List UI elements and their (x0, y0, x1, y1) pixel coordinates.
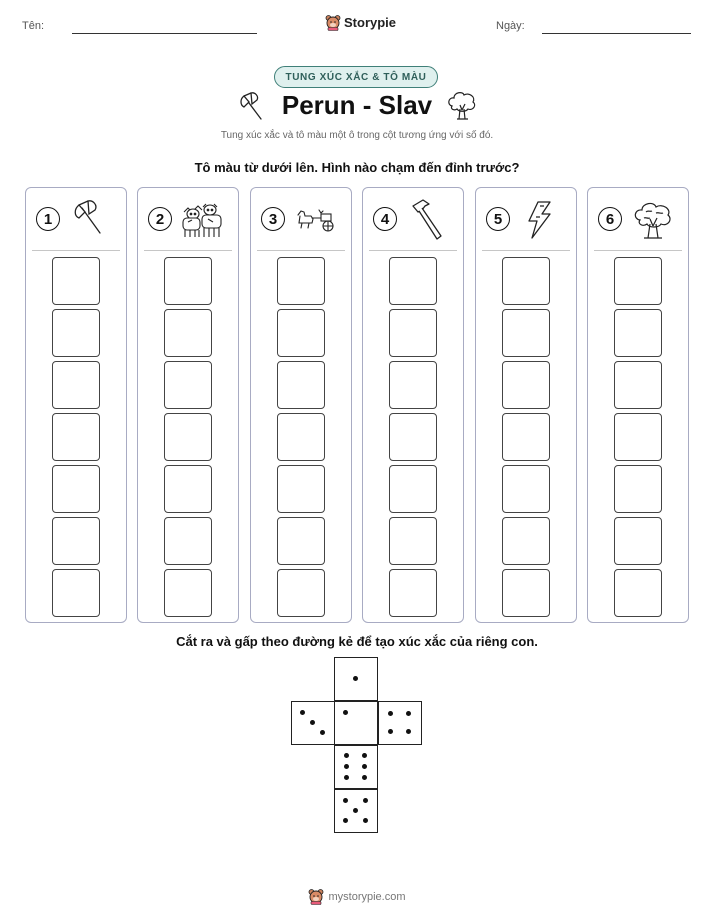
brand-name: Storypie (344, 15, 397, 30)
date-line[interactable] (542, 33, 691, 34)
pip (310, 720, 315, 725)
pip (362, 753, 367, 758)
activity-badge: TUNG XÚC XẮC & TÔ MÀU (274, 66, 438, 88)
column-number: 1 (36, 207, 60, 231)
subtitle: Tung xúc xắc và tô màu một ô trong cột tương ứng với số đó. (220, 130, 494, 141)
die-face-3 (291, 701, 335, 745)
color-box[interactable] (52, 517, 100, 565)
color-box[interactable] (277, 413, 325, 461)
color-box[interactable] (52, 413, 100, 461)
oak-tree-icon (446, 90, 478, 127)
page-title: Perun - Slav (281, 90, 433, 120)
column-1 (25, 187, 127, 623)
color-box[interactable] (502, 257, 550, 305)
column-2 (137, 187, 239, 623)
oak-tree-icon (632, 200, 674, 247)
date-label: Ngày: (496, 20, 525, 32)
pip (344, 764, 349, 769)
color-box[interactable] (389, 517, 437, 565)
color-box[interactable] (52, 257, 100, 305)
color-box[interactable] (277, 257, 325, 305)
pip (362, 764, 367, 769)
pip (353, 808, 358, 813)
footer-url[interactable]: mystorypie.com (328, 890, 406, 903)
column-5 (475, 187, 577, 623)
pip (388, 729, 393, 734)
color-box[interactable] (277, 465, 325, 513)
pip (344, 753, 349, 758)
color-box[interactable] (502, 309, 550, 357)
pip (406, 729, 411, 734)
color-box[interactable] (277, 517, 325, 565)
color-box[interactable] (389, 413, 437, 461)
column-3 (250, 187, 352, 623)
color-box[interactable] (614, 257, 662, 305)
footer (0, 888, 714, 905)
color-box[interactable] (164, 413, 212, 461)
name-line[interactable] (72, 33, 257, 34)
instruction-bottom: Cắt ra và gấp theo đường kẻ để tạo xúc xắc của riêng con. (176, 634, 538, 649)
color-box[interactable] (52, 309, 100, 357)
die-face-6 (334, 745, 378, 789)
battle-axe-icon (72, 200, 108, 241)
color-box[interactable] (52, 361, 100, 409)
color-box[interactable] (502, 569, 550, 617)
color-box[interactable] (502, 361, 550, 409)
pip (300, 710, 305, 715)
column-number: 3 (261, 207, 285, 231)
pip (388, 711, 393, 716)
color-box[interactable] (614, 413, 662, 461)
column-number: 2 (148, 207, 172, 231)
color-box[interactable] (389, 465, 437, 513)
column-number: 4 (373, 207, 397, 231)
color-box[interactable] (389, 361, 437, 409)
column-divider (32, 250, 120, 251)
die-face-1 (334, 657, 378, 701)
die-face-1 (334, 701, 378, 745)
pip (362, 775, 367, 780)
column-number: 6 (598, 207, 622, 231)
bear-logo-icon (308, 888, 324, 905)
column-number: 5 (486, 207, 510, 231)
color-box[interactable] (502, 517, 550, 565)
color-box[interactable] (164, 257, 212, 305)
hammer-icon (409, 198, 447, 247)
color-box[interactable] (389, 257, 437, 305)
pip (353, 676, 358, 681)
column-divider (369, 250, 457, 251)
pip (343, 798, 348, 803)
column-divider (257, 250, 345, 251)
color-box[interactable] (502, 465, 550, 513)
color-box[interactable] (164, 569, 212, 617)
color-box[interactable] (277, 361, 325, 409)
color-box[interactable] (614, 309, 662, 357)
pip (406, 711, 411, 716)
die-face-5 (334, 789, 378, 833)
pip (363, 798, 368, 803)
instruction-top: Tô màu từ dưới lên. Hình nào chạm đến đỉnh trước? (194, 160, 520, 175)
color-box[interactable] (164, 517, 212, 565)
column-divider (144, 250, 232, 251)
horse-cart-icon (295, 206, 337, 239)
pip (320, 730, 325, 735)
bear-logo-icon (325, 14, 341, 31)
color-box[interactable] (389, 309, 437, 357)
color-box[interactable] (164, 361, 212, 409)
color-box[interactable] (277, 309, 325, 357)
column-6 (587, 187, 689, 623)
color-box[interactable] (614, 465, 662, 513)
color-box[interactable] (389, 569, 437, 617)
brand-logo (325, 14, 396, 31)
pip (363, 818, 368, 823)
cattle-herd-icon (180, 200, 224, 245)
die-face-4 (378, 701, 422, 745)
pip (343, 710, 348, 715)
color-box[interactable] (52, 569, 100, 617)
pip (344, 775, 349, 780)
color-box[interactable] (614, 361, 662, 409)
column-divider (482, 250, 570, 251)
color-box[interactable] (277, 569, 325, 617)
name-label: Tên: (22, 20, 45, 32)
column-4 (362, 187, 464, 623)
color-box[interactable] (164, 465, 212, 513)
lightning-bolt-icon (526, 200, 554, 245)
color-box[interactable] (52, 465, 100, 513)
pip (343, 818, 348, 823)
column-divider (594, 250, 682, 251)
color-box[interactable] (614, 517, 662, 565)
color-box[interactable] (614, 569, 662, 617)
color-box[interactable] (164, 309, 212, 357)
color-box[interactable] (502, 413, 550, 461)
